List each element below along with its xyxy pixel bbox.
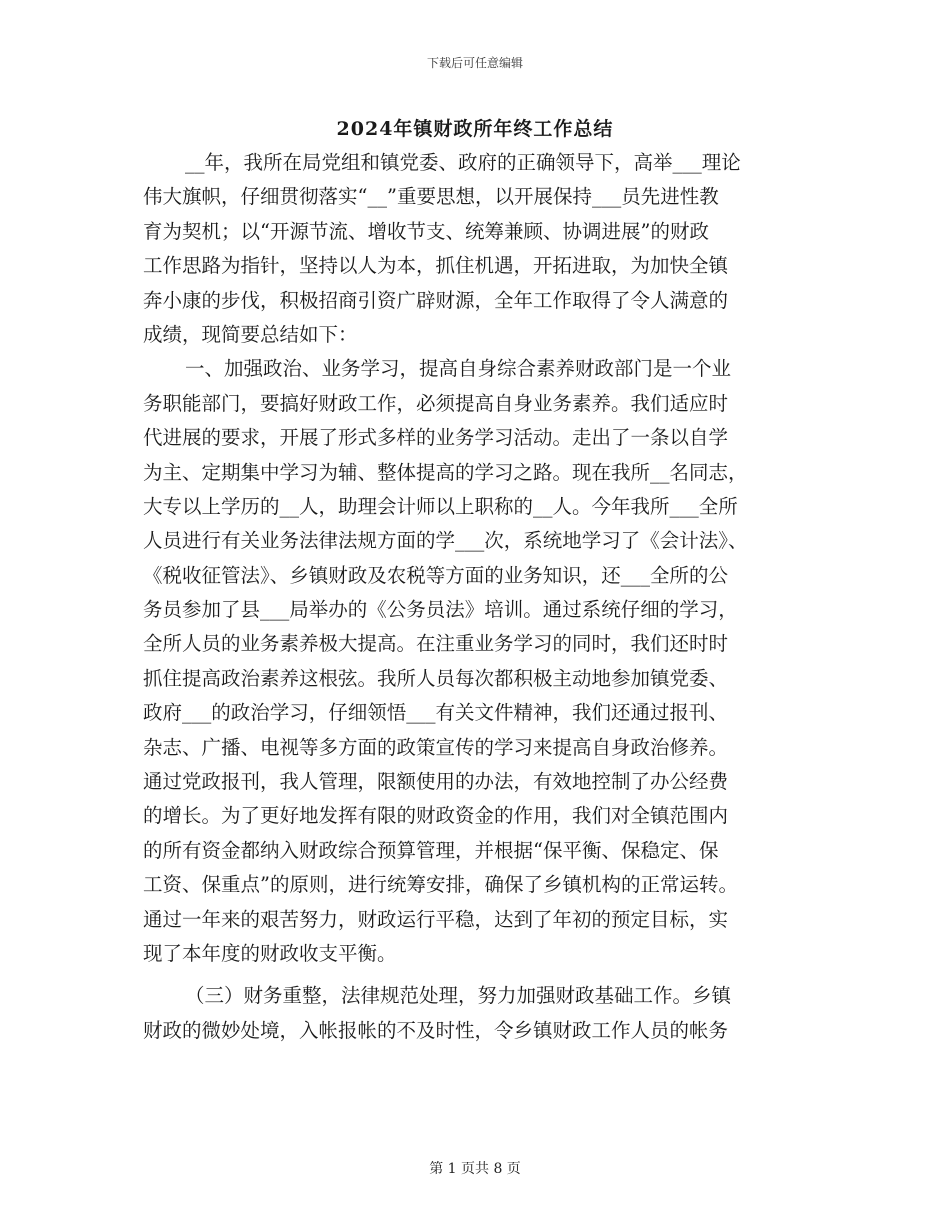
body-line: 杂志、广播、电视等多方面的政策宣传的学习来提高自身政治修养。 bbox=[143, 735, 729, 759]
body-line: 通过党政报刊，我人管理，限额使用的办法，有效地控制了办公经费 bbox=[143, 770, 729, 794]
body-line: 务职能部门，要搞好财政工作，必须提高自身业务素养。我们适应时 bbox=[143, 391, 729, 415]
body-line: 务员参加了县___局举办的《公务员法》培训。通过系统仔细的学习， bbox=[143, 598, 738, 622]
body-line: 政府___的政治学习，仔细领悟___有关文件精神，我们还通过报刊、 bbox=[143, 701, 729, 725]
body-line: 一、加强政治、业务学习，提高自身综合素养财政部门是一个业 bbox=[185, 357, 732, 381]
body-line: 人员进行有关业务法律法规方面的学___次，系统地学习了《会计法》、 bbox=[143, 529, 748, 553]
body-line: 《税收征管法》、乡镇财政及农税等方面的业务知识，还___全所的公 bbox=[143, 563, 729, 587]
body-line: __年，我所在局党组和镇党委、政府的正确领导下，高举___理论 bbox=[185, 151, 741, 174]
body-line: 的所有资金都纳入财政综合预算管理，并根据“保平衡、保稳定、保 bbox=[143, 838, 719, 862]
body-line: 大专以上学历的__人，助理会计师以上职称的__人。今年我所___全所 bbox=[143, 494, 738, 518]
body-line: 通过一年来的艰苦努力，财政运行平稳，达到了年初的预定目标，实 bbox=[143, 907, 729, 931]
body-line: 工资、保重点”的原则，进行统筹安排，确保了乡镇机构的正常运转。 bbox=[143, 873, 738, 897]
body-line: 现了本年度的财政收支平衡。 bbox=[143, 941, 397, 965]
body-line: 奔小康的步伐，积极招商引资广辟财源，全年工作取得了令人满意的 bbox=[143, 288, 729, 312]
page-number: 第 1 页共 8 页 bbox=[429, 1161, 521, 1177]
document-body bbox=[143, 146, 813, 1048]
body-line: 伟大旗帜，仔细贯彻落实“__”重要思想，以开展保持___员先进性教 bbox=[143, 185, 719, 209]
body-line: （三）财务重整，法律规范处理，努力加强财政基础工作。乡镇 bbox=[185, 984, 732, 1008]
body-line: 抓住提高政治素养这根弦。我所人员每次都积极主动地参加镇党委、 bbox=[143, 666, 729, 690]
body-line: 代进展的要求，开展了形式多样的业务学习活动。走出了一条以自学 bbox=[143, 426, 729, 450]
body-line: 育为契机；以“开源节流、增收节支、统筹兼顾、协调进展”的财政 bbox=[143, 219, 709, 243]
body-line: 的增长。为了更好地发挥有限的财政资金的作用，我们对全镇范围内 bbox=[143, 804, 729, 828]
page-header-note: 下载后可任意编辑 bbox=[426, 56, 523, 70]
body-line: 为主、定期集中学习为辅、整体提高的学习之路。现在我所__名同志， bbox=[143, 460, 748, 484]
body-line: 工作思路为指针，坚持以人为本，抓住机遇，开拓进取，为加快全镇 bbox=[143, 254, 729, 278]
body-line: 成绩，现简要总结如下： bbox=[143, 322, 358, 346]
body-line: 财政的微妙处境，入帐报帐的不及时性，令乡镇财政工作人员的帐务 bbox=[143, 1018, 729, 1042]
document-title: 2024年镇财政所年终工作总结 bbox=[336, 118, 614, 140]
body-line: 全所人员的业务素养极大提高。在注重业务学习的同时，我们还时时 bbox=[143, 632, 729, 656]
